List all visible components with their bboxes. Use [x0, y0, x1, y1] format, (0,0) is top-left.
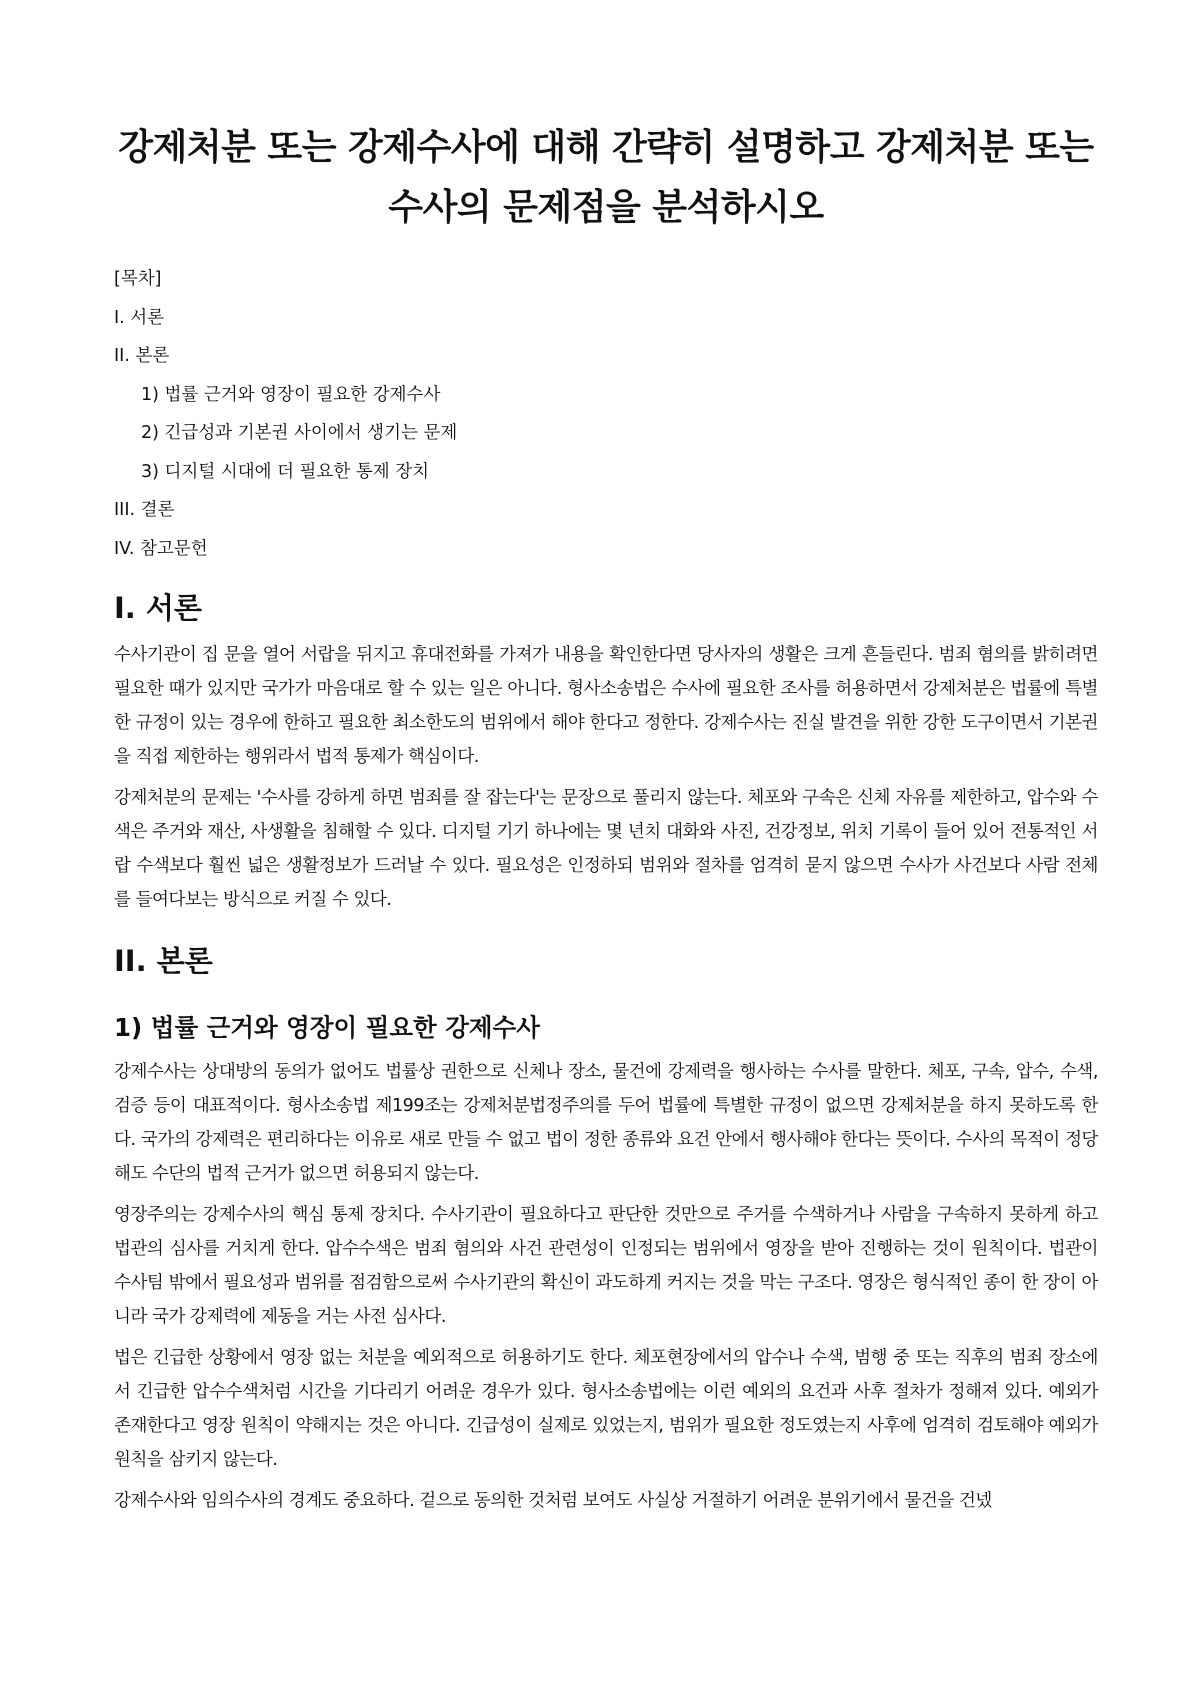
- toc-subitem: 1) 법률 근거와 영장이 필요한 강제수사: [141, 384, 441, 405]
- toc-item: III. 결론: [114, 500, 175, 520]
- toc-item: IV. 참고문헌: [114, 538, 208, 559]
- toc-item: II. 본론: [114, 346, 170, 366]
- paragraph: 강제처분의 문제는 '수사를 강하게 하면 범죄를 잘 잡는다'는 문장으로 풀리지 않는다. 체포와 구속은 신체 자유를 제한하고, 압수와 수색은 주거와 재산, 사생활을 침해할 수 있다. 디지털 기기 하나에는 몇 년치 대화와 사진, 건강정보, 위치 기록이 들어 있어 전통적인 서랍 수색보다 훨씬 넓은 생활정보가 드러날 수 있다. 필요성은 인정하되 범위와 절차를 엄격히 묻지 않으면 수사가 사건보다 사람 전체를 들여다보는 방식으로 커질 수 있다.: [114, 788, 1098, 910]
- document-page: [114, 118, 1098, 1525]
- toc-subitem: 3) 디지털 시대에 더 필요한 통제 장치: [141, 461, 430, 482]
- subsection-heading: 1) 법률 근거와 영장이 필요한 강제수사: [114, 1013, 540, 1042]
- paragraph: 강제수사는 상대방의 동의가 없어도 법률상 권한으로 신체나 장소, 물건에 강제력을 행사하는 수사를 말한다. 체포, 구속, 압수, 수색, 검증 등이 대표적이다. 형사소송법 제199조는 강제처분법정주의를 두어 법률에 특별한 규정이 없으면 강제처분을 하지 못하도록 한다. 국가의 강제력은 편리하다는 이유로 새로 만들 수 없고 법이 정한 종류와 요건 안에서 행사해야 한다는 뜻이다. 수사의 목적이 정당해도 수단의 법적 근거가 없으면 허용되지 않는다.: [114, 1062, 1098, 1184]
- table-of-contents: [114, 260, 1098, 568]
- section-heading-body: II. 본론: [114, 944, 213, 978]
- toc-item: [목차]: [114, 269, 162, 289]
- toc-item: I. 서론: [114, 307, 165, 328]
- paragraph: 법은 긴급한 상황에서 영장 없는 처분을 예외적으로 허용하기도 한다. 체포현장에서의 압수나 수색, 범행 중 또는 직후의 범죄 장소에서 긴급한 압수수색처럼 시간을 기다리기 어려운 경우가 있다. 형사소송법에는 이런 예외의 요건과 사후 절차가 정해져 있다. 예외가 존재한다고 영장 원칙이 약해지는 것은 아니다. 긴급성이 실제로 있었는지, 범위가 필요한 정도였는지 사후에 엄격히 검토해야 예외가 원칙을 삼키지 않는다.: [114, 1348, 1098, 1470]
- toc-subitem: 2) 긴급성과 기본권 사이에서 생기는 문제: [141, 423, 458, 443]
- paragraph: 영장주의는 강제수사의 핵심 통제 장치다. 수사기관이 필요하다고 판단한 것만으로 주거를 수색하거나 사람을 구속하지 못하게 하고 법관의 심사를 거치게 한다. 압수수색은 범죄 혐의와 사건 관련성이 인정되는 범위에서 영장을 받아 진행하는 것이 원칙이다. 법관이 수사팀 밖에서 필요성과 범위를 점검함으로써 수사기관의 확신이 과도하게 커지는 것을 막는 구조다. 영장은 형식적인 종이 한 장이 아니라 국가 강제력에 제동을 거는 사전 심사다.: [114, 1205, 1098, 1327]
- document-title: 강제처분 또는 강제수사에 대해 간략히 설명하고 강제처분 또는 수사의 문제점을 분석하시오: [118, 127, 1094, 228]
- section-heading-introduction: I. 서론: [114, 591, 202, 625]
- paragraph: 강제수사와 임의수사의 경계도 중요하다. 겉으로 동의한 것처럼 보여도 사실상 거절하기 어려운 분위기에서 물건을 건넸: [114, 1491, 992, 1511]
- paragraph: 수사기관이 집 문을 열어 서랍을 뒤지고 휴대전화를 가져가 내용을 확인한다면 당사자의 생활은 크게 흔들린다. 범죄 혐의를 밝히려면 필요한 때가 있지만 국가가 마음대로 할 수 있는 일은 아니다. 형사소송법은 수사에 필요한 조사를 허용하면서 강제처분은 법률에 특별한 규정이 있는 경우에 한하고 필요한 최소한도의 범위에서 해야 한다고 정한다. 강제수사는 진실 발견을 위한 강한 도구이면서 기본권을 직접 제한하는 행위라서 법적 통제가 핵심이다.: [114, 645, 1098, 767]
